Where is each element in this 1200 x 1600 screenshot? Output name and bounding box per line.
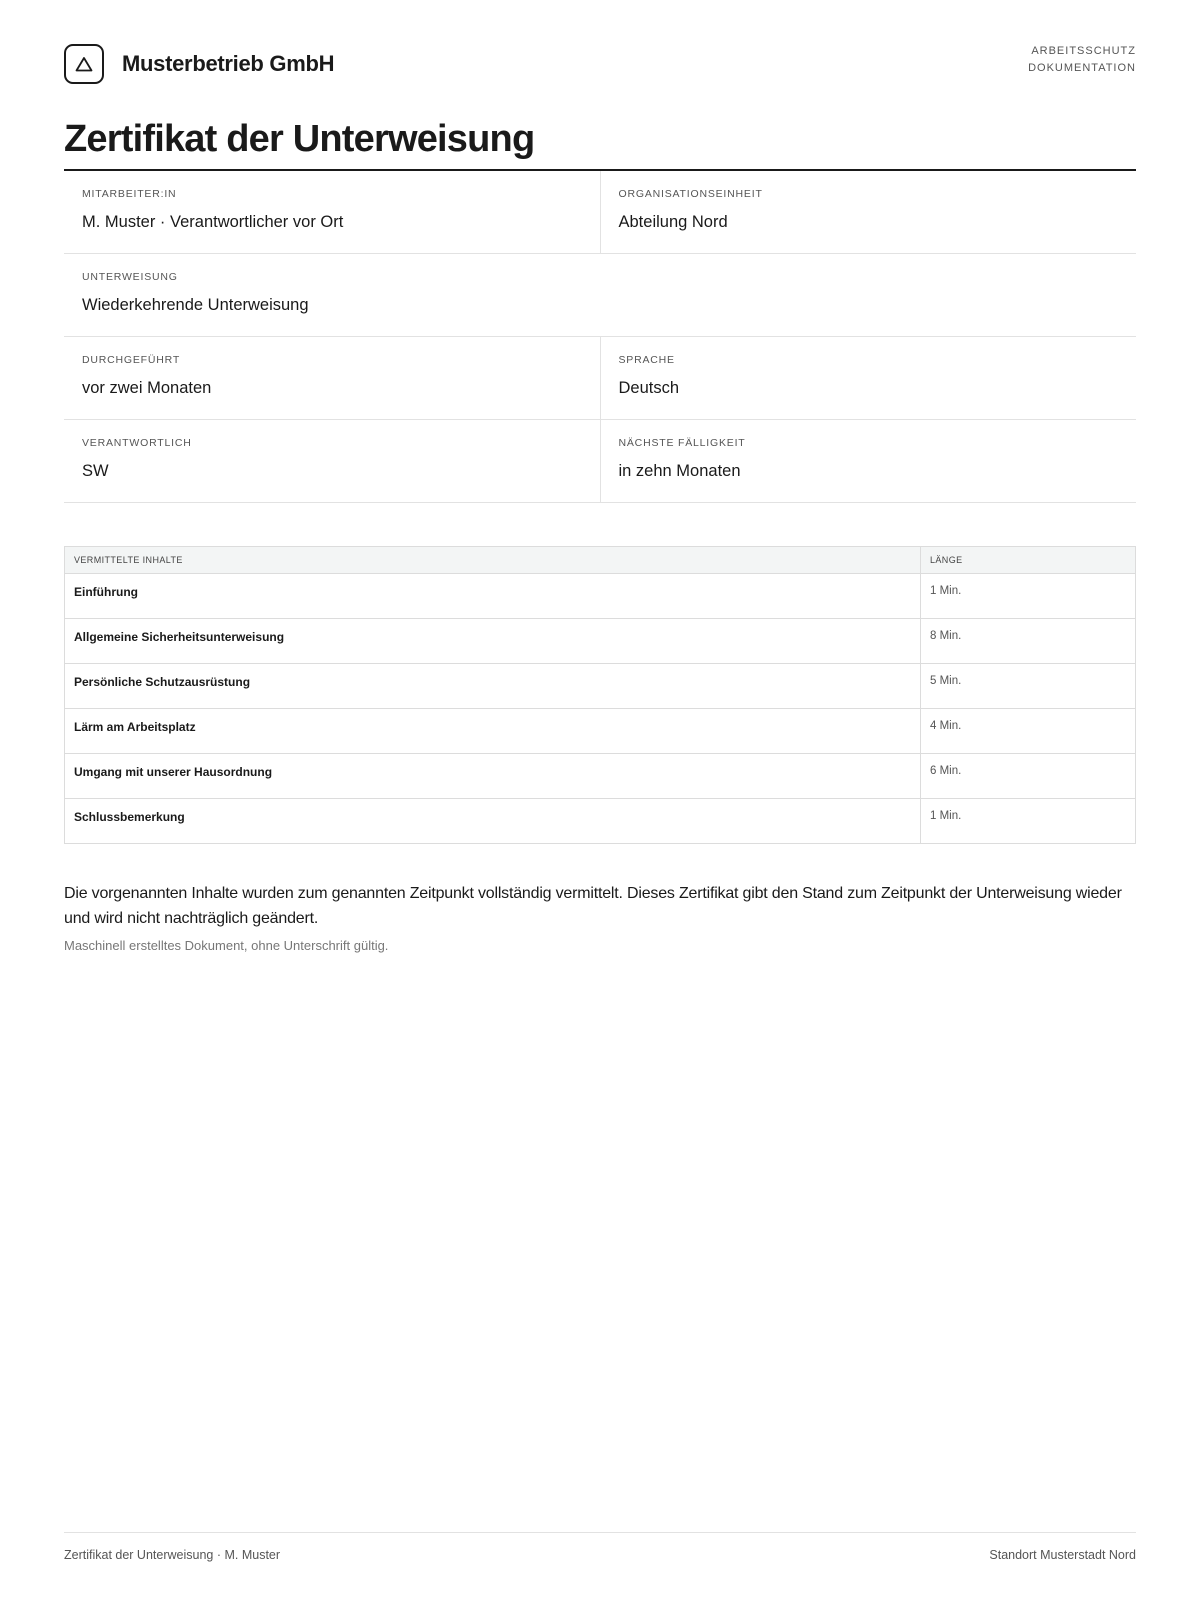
- responsible-field: [64, 420, 600, 502]
- responsible-value: SW: [82, 462, 109, 480]
- completion-statement: Die vorgenannten Inhalte wurden zum genannten Zeitpunkt vollständig vermittelt. Dieses Zertifikat gibt den Stand zum Zeitpunkt der Unterweisung wieder und wird nicht nachträglich geändert.: [64, 885, 1122, 927]
- conducted-field: [64, 337, 600, 419]
- employee-value: M. Muster · Verantwortlicher vor Ort: [82, 213, 344, 231]
- conducted-label: DURCHGEFÜHRT: [82, 354, 181, 366]
- table-row: [65, 754, 1136, 799]
- length-cell: 5 Min.: [921, 664, 1136, 709]
- length-cell: 4 Min.: [921, 709, 1136, 754]
- contents-table: [64, 546, 1136, 844]
- org-unit-field: [600, 171, 1137, 253]
- info-row: [64, 254, 1136, 337]
- info-row: [64, 171, 1136, 254]
- language-field: [600, 337, 1137, 419]
- next-due-label: NÄCHSTE FÄLLIGKEIT: [618, 437, 746, 449]
- next-due-value: in zehn Monaten: [618, 462, 741, 480]
- document-category: [1028, 43, 1136, 77]
- org-unit-value: Abteilung Nord: [618, 213, 728, 231]
- responsible-label: VERANTWORTLICH: [82, 437, 192, 449]
- topic-cell: Lärm am Arbeitsplatz: [65, 709, 921, 754]
- org-unit-label: ORGANISATIONSEINHEIT: [618, 188, 763, 200]
- footer-document-reference: Zertifikat der Unterweisung · M. Muster: [64, 1548, 281, 1562]
- language-value: Deutsch: [618, 379, 680, 397]
- topic-cell: Persönliche Schutzausrüstung: [65, 664, 921, 709]
- training-field: [64, 254, 1136, 336]
- column-header-length: LÄNGE: [921, 547, 1136, 574]
- tagline-line1: ARBEITSSCHUTZ: [1031, 45, 1136, 57]
- employee-label: MITARBEITER:IN: [82, 188, 177, 200]
- topic-cell: Allgemeine Sicherheitsunterweisung: [65, 619, 921, 664]
- footer-divider: [64, 1532, 1136, 1533]
- table-row: [65, 799, 1136, 844]
- table-row: [65, 574, 1136, 619]
- topic-cell: Umgang mit unserer Hausordnung: [65, 754, 921, 799]
- table-row: [65, 664, 1136, 709]
- length-cell: 1 Min.: [921, 799, 1136, 844]
- company-name: Musterbetrieb GmbH: [122, 51, 335, 76]
- table-row: [65, 619, 1136, 664]
- document-header: [64, 44, 1136, 88]
- page-title: Zertifikat der Unterweisung: [64, 118, 535, 160]
- length-cell: 1 Min.: [921, 574, 1136, 619]
- topic-cell: Schlussbemerkung: [65, 799, 921, 844]
- table-header-row: [65, 547, 1136, 574]
- employee-field: [64, 171, 600, 253]
- triangle-warning-icon: [75, 56, 93, 72]
- length-cell: 8 Min.: [921, 619, 1136, 664]
- next-due-field: [600, 420, 1137, 502]
- training-label: UNTERWEISUNG: [82, 271, 178, 283]
- info-grid: [64, 171, 1136, 503]
- language-label: SPRACHE: [618, 354, 675, 366]
- info-row: [64, 420, 1136, 503]
- training-value: Wiederkehrende Unterweisung: [82, 296, 309, 314]
- topic-cell: Einführung: [65, 574, 921, 619]
- certificate-page: [64, 0, 1136, 1600]
- tagline-line2: DOKUMENTATION: [1028, 62, 1136, 74]
- length-cell: 6 Min.: [921, 754, 1136, 799]
- conducted-value: vor zwei Monaten: [82, 379, 212, 397]
- validity-note: Maschinell erstelltes Dokument, ohne Unterschrift gültig.: [64, 938, 389, 953]
- column-header-topic: VERMITTELTE INHALTE: [65, 547, 921, 574]
- info-row: [64, 337, 1136, 420]
- company-logo: [64, 44, 104, 84]
- footer-location: Standort Musterstadt Nord: [989, 1548, 1136, 1562]
- table-row: [65, 709, 1136, 754]
